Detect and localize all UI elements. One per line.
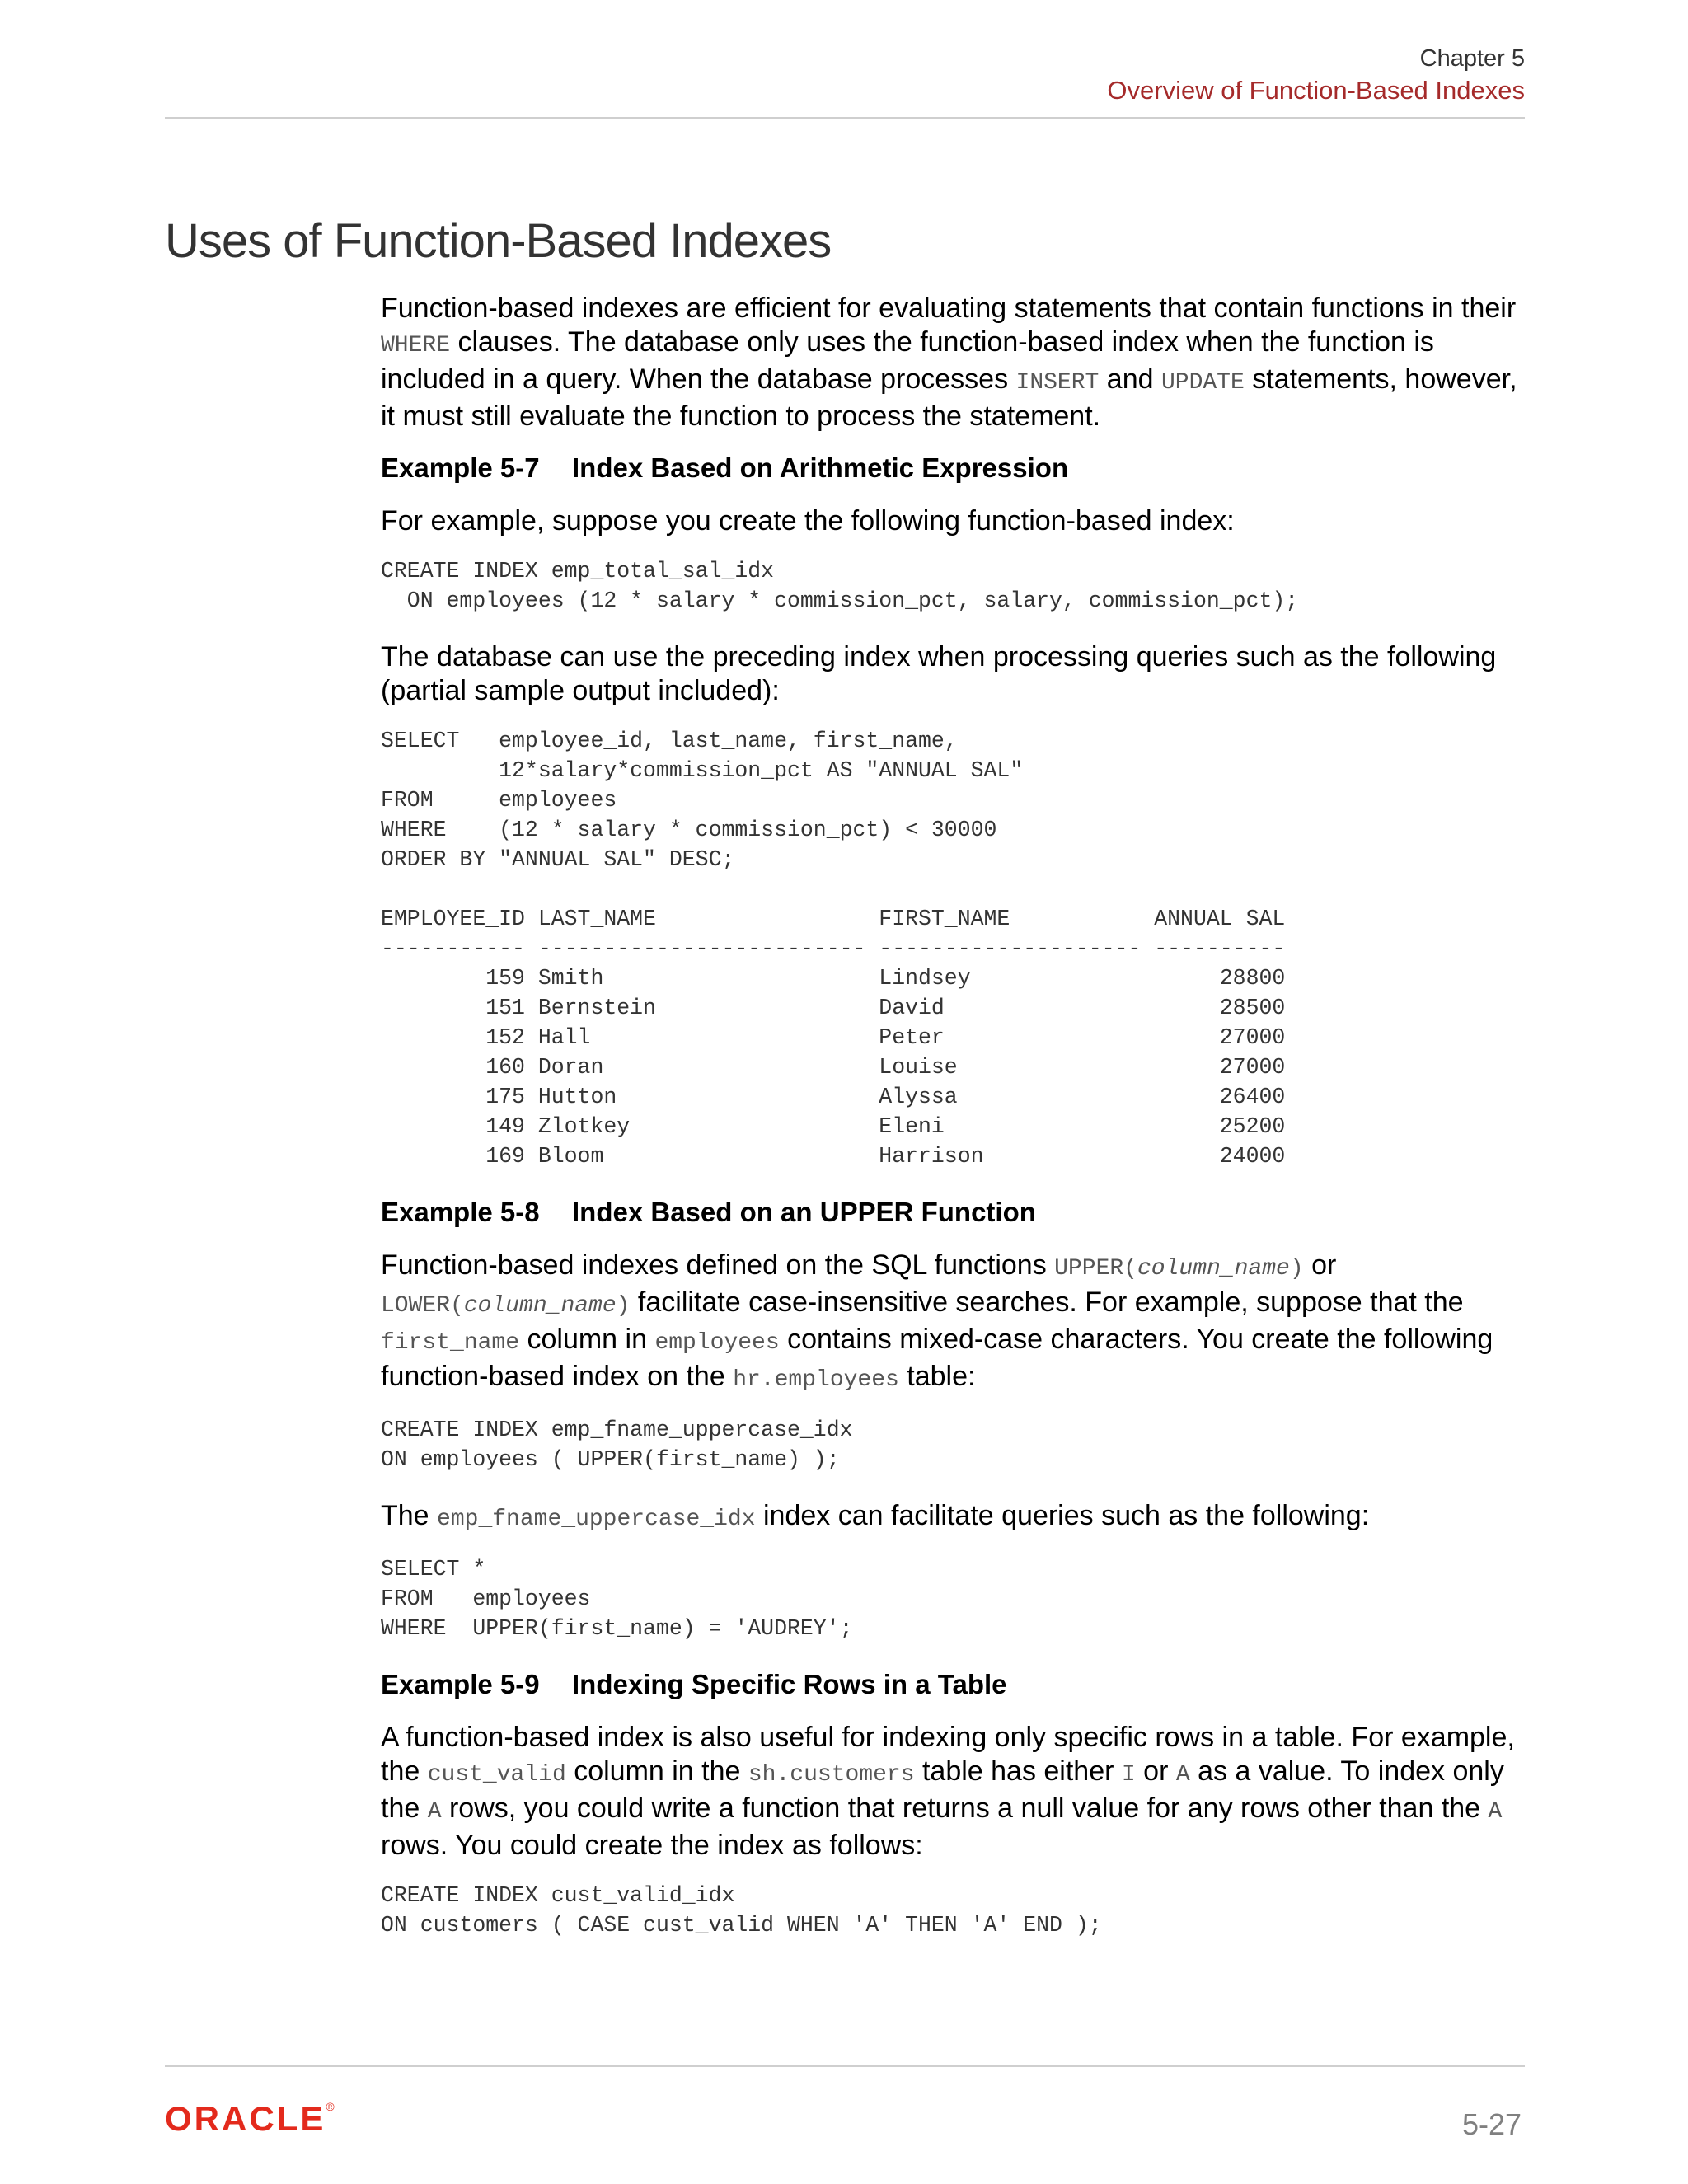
code-placeholder: column_name: [1137, 1256, 1290, 1282]
text: or: [1135, 1755, 1176, 1787]
text: index can facilitate queries such as the following:: [755, 1500, 1370, 1531]
code-part: ): [616, 1293, 631, 1319]
inline-code: emp_fname_uppercase_idx: [437, 1507, 756, 1532]
text: or: [1303, 1249, 1337, 1281]
inline-code: WHERE: [381, 333, 451, 359]
inline-code: A: [1175, 1762, 1190, 1788]
example-title: Index Based on an UPPER Function: [572, 1197, 1036, 1227]
inline-code: UPDATE: [1160, 370, 1245, 396]
example-5-8-heading: [381, 1196, 1525, 1229]
footer-divider: [165, 2065, 1525, 2067]
registered-mark: ®: [326, 2100, 335, 2113]
text: table:: [898, 1361, 976, 1392]
section-link[interactable]: Overview of Function-Based Indexes: [1107, 76, 1525, 105]
example-number: Example 5-7: [381, 452, 540, 483]
text: Function-based indexes defined on the SQL functions: [381, 1249, 1055, 1281]
code-part: LOWER(: [381, 1293, 464, 1319]
code-block-select-annual-sal: SELECT employee_id, last_name, first_name, 12*salary*commission_pct AS "ANNUAL SAL" FROM employees WHERE (12 * salary * commission_pct) < 30000 ORDER BY "ANNUAL SAL" DESC; EMPLOYEE_ID LAST_NAME FIRST_NAME ANNUAL SAL ----------- ------------------------- -------------------- ---------- 159 Smith Lindsey 28800 151 Bernstein David 28500 152 Hall Peter 27000 160 Doran Louise 27000 175 Hutton Alyssa 26400 149 Zlotkey Eleni 25200 169 Bloom Harrison 24000: [381, 729, 1286, 1169]
page-title: Uses of Function-Based Indexes: [165, 214, 832, 268]
inline-code: INSERT: [1015, 370, 1100, 396]
chapter-label: Chapter 5: [1419, 45, 1525, 72]
main-content: [381, 292, 1525, 1965]
page-number: 5-27: [1461, 2107, 1522, 2141]
text: table has either: [914, 1755, 1122, 1787]
example-number: Example 5-8: [381, 1197, 540, 1227]
text: The: [381, 1500, 438, 1531]
text: contains mixed-case characters. You create the following function-based index on the: [381, 1324, 1493, 1392]
logo-wordmark: ORACLE: [165, 2099, 326, 2138]
text: clauses. The database only uses the function-based index when the function is included in a query. When the database processes: [381, 326, 1434, 395]
example-5-9-paragraph-1: [381, 1721, 1525, 1863]
text: column in the: [565, 1755, 748, 1787]
code-part: UPPER(: [1054, 1256, 1137, 1282]
text: Function-based indexes are efficient for evaluating statements that contain functions in their: [381, 293, 1517, 324]
inline-code: sh.customers: [748, 1762, 915, 1788]
inline-code: A: [427, 1799, 442, 1825]
page-header: [1107, 43, 1525, 107]
inline-code: [1054, 1256, 1303, 1282]
text: rows. You could create the index as follows:: [381, 1830, 923, 1861]
text: statements, however, it must still evaluate the function to process the statement.: [381, 363, 1517, 432]
inline-code: hr.employees: [733, 1367, 899, 1393]
text: and: [1099, 363, 1161, 395]
inline-code: [381, 1293, 630, 1319]
intro-paragraph: [381, 292, 1525, 434]
header-divider: [165, 117, 1525, 119]
code-block-create-index-total-sal: CREATE INDEX emp_total_sal_idx ON employees (12 * salary * commission_pct, salary, commission_pct);: [381, 559, 1299, 613]
text: facilitate case-insensitive searches. For example, suppose that the: [630, 1286, 1464, 1318]
example-number: Example 5-9: [381, 1669, 540, 1699]
code-placeholder: column_name: [463, 1293, 617, 1319]
code-block-select-audrey: SELECT * FROM employees WHERE UPPER(first_name) = 'AUDREY';: [381, 1557, 853, 1641]
text: rows, you could write a function that returns a null value for any rows other than the: [441, 1793, 1489, 1824]
example-5-8-paragraph-2: [381, 1499, 1525, 1536]
oracle-logo: [165, 2100, 335, 2138]
example-5-7-paragraph-2: The database can use the preceding index when processing queries such as the following (partial sample output included):: [381, 641, 1497, 706]
code-block-create-index-cust-valid: CREATE INDEX cust_valid_idx ON customers ( CASE cust_valid WHEN 'A' THEN 'A' END );: [381, 1883, 1102, 1938]
text: column in: [519, 1324, 655, 1355]
code-part: ): [1289, 1256, 1304, 1282]
inline-code: A: [1488, 1799, 1503, 1825]
example-5-9-heading: [381, 1668, 1525, 1701]
example-title: Indexing Specific Rows in a Table: [572, 1669, 1007, 1699]
inline-code: employees: [654, 1330, 780, 1356]
inline-code: first_name: [381, 1330, 520, 1356]
example-5-7-paragraph-1: For example, suppose you create the following function-based index:: [381, 505, 1235, 537]
text: as a value. To index only the: [381, 1755, 1504, 1824]
example-5-7-heading: [381, 452, 1525, 485]
inline-code: I: [1121, 1762, 1136, 1788]
text: A function-based index is also useful for indexing only specific rows in a table. For example, the: [381, 1722, 1515, 1787]
example-title: Index Based on Arithmetic Expression: [572, 452, 1069, 483]
inline-code: cust_valid: [427, 1762, 566, 1788]
example-5-8-paragraph-1: [381, 1249, 1525, 1397]
code-block-create-index-fname: CREATE INDEX emp_fname_uppercase_idx ON employees ( UPPER(first_name) );: [381, 1418, 853, 1472]
